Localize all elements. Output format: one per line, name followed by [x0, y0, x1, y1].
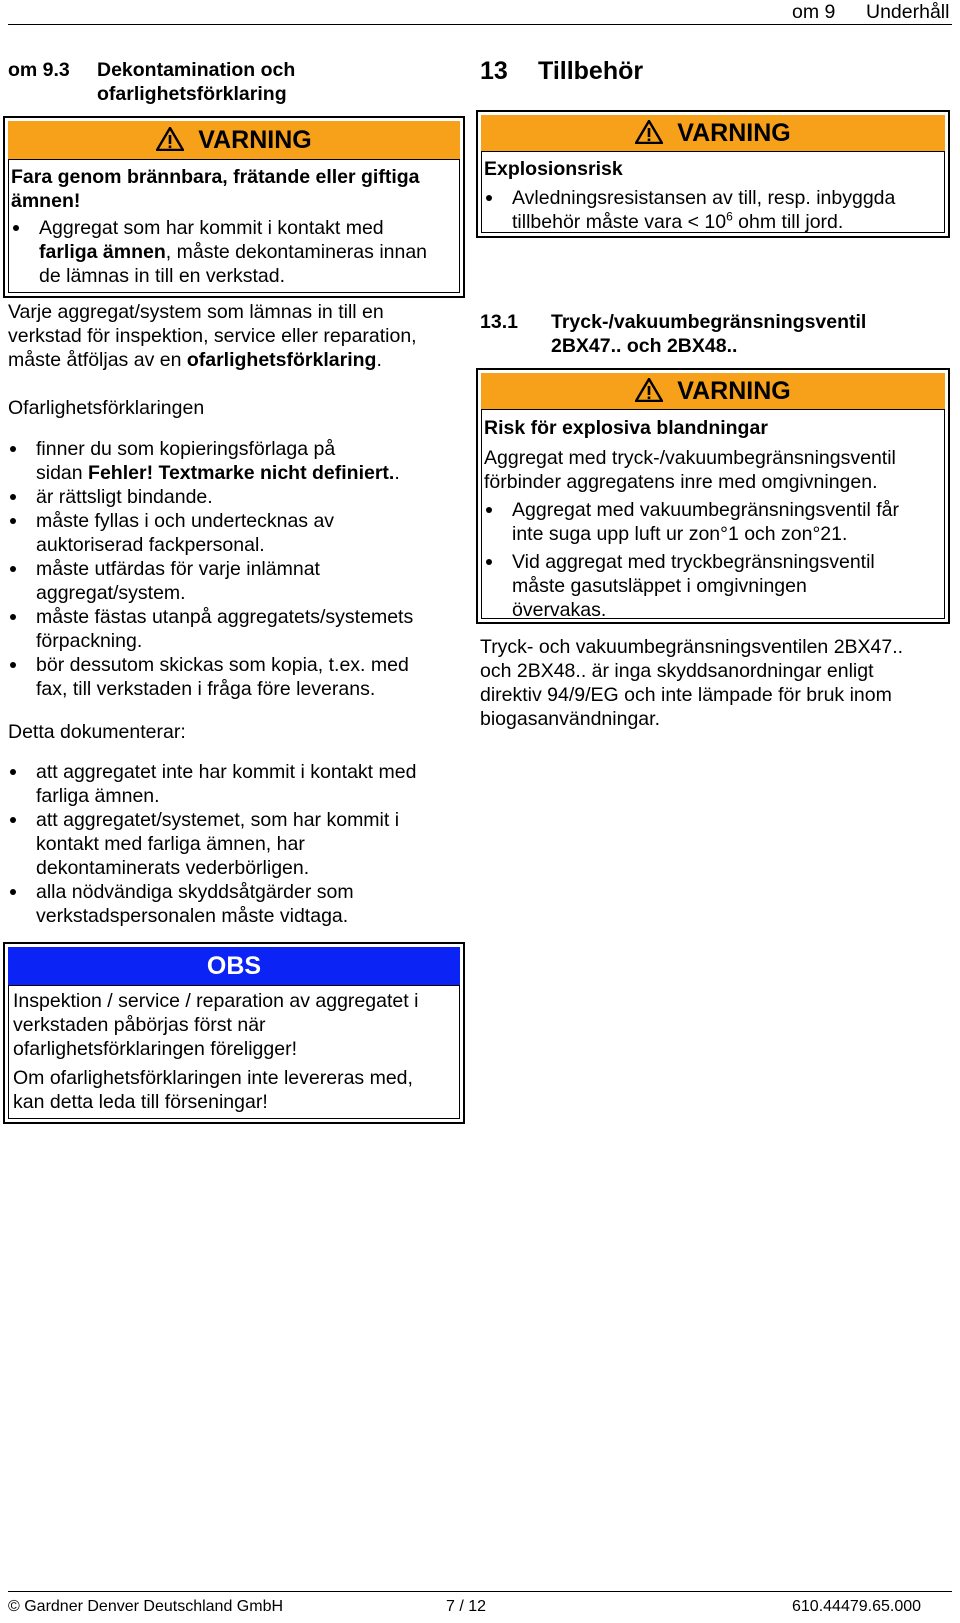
paragraph-line: direktiv 94/9/EG och inte lämpade för bruk inom: [480, 684, 892, 706]
warning-triangle-icon: [635, 378, 663, 402]
paragraph-intro: Ofarlighetsförklaringen: [8, 397, 205, 419]
footer-document-number: 610.44479.65.000: [792, 1598, 922, 1615]
warning-box-mixtures: [476, 368, 950, 624]
warning-title: VARNING: [677, 119, 791, 147]
list-item: måste utfärdas för varje inlämnat aggregat/system.: [8, 557, 463, 605]
section-title-line2: ofarlighetsförklaring: [97, 83, 287, 105]
obs-header: OBS: [8, 947, 460, 986]
warning-bold-line2: ämnen!: [11, 190, 81, 212]
warning-triangle-icon: [635, 120, 663, 144]
warning-triangle-icon: [156, 127, 184, 151]
obs-line: Om ofarlighetsförklaringen inte levereras med,: [13, 1067, 413, 1089]
warning-text-line: förbinder aggregatens inre med omgivningen.: [484, 471, 878, 493]
obs-line: verkstaden påbörjas först när: [13, 1014, 266, 1036]
chapter-title: Tillbehör: [538, 57, 644, 85]
subsection-title-line2: 2BX47.. och 2BX48..: [551, 335, 738, 357]
declaration-list: [8, 437, 463, 701]
list-item: är rättsligt bindande.: [8, 485, 463, 509]
warning-box-hazardous: [3, 116, 465, 298]
paragraph-intro: Detta dokumenterar:: [8, 721, 186, 743]
list-item: att aggregatet inte har kommit i kontakt med farliga ämnen.: [8, 760, 463, 808]
section-number: om 9.3: [8, 59, 70, 81]
header-chapter: om 9: [792, 1, 836, 23]
footer-rule: [8, 1591, 952, 1592]
paragraph-line: Tryck- och vakuumbegränsningsventilen 2BX47..: [480, 636, 904, 658]
warning-bold: Risk för explosiva blandningar: [484, 417, 768, 439]
chapter-number: 13: [480, 57, 508, 85]
warning-bullet: Avledningsresistansen av till, resp. inbyggda tillbehör måste vara < $10^6$ ohm till jord.: [484, 186, 944, 234]
obs-line: kan detta leda till förseningar!: [13, 1091, 268, 1113]
warning-box-explosion: [476, 110, 950, 238]
list-item: finner du som kopieringsförlaga på sidan Fehler! Textmarke nicht definiert..: [8, 437, 463, 485]
warning-bold: Explosionsrisk: [484, 158, 623, 180]
header-section: Underhåll: [866, 1, 950, 23]
section-title-line1: Dekontamination och: [97, 59, 296, 81]
warning-title: VARNING: [198, 126, 312, 154]
obs-box: [3, 942, 465, 1124]
paragraph-line: måste åtföljas av en ofarlighetsförklaring.: [8, 349, 382, 371]
warning-bold-line1: Fara genom brännbara, frätande eller giftiga: [11, 166, 420, 188]
warning-bullet: Aggregat med vakuumbegränsningsventil får inte suga upp luft ur zon°1 och zon°21.: [484, 498, 944, 546]
obs-line: ofarlighetsförklaringen föreligger!: [13, 1038, 297, 1060]
documentation-list: [8, 760, 463, 928]
paragraph-line: och 2BX48.. är inga skyddsanordningar enligt: [480, 660, 874, 682]
warning-header: [8, 121, 460, 160]
list-item: att aggregatet/systemet, som har kommit i kontakt med farliga ämnen, har dekontaminerats vederbörligen.: [8, 808, 463, 880]
list-item: måste fyllas i och undertecknas av auktoriserad fackpersonal.: [8, 509, 463, 557]
paragraph-line: verkstad för inspektion, service eller reparation,: [8, 325, 417, 347]
footer-page-number: 7 / 12: [446, 1598, 487, 1615]
paragraph-line: biogasanvändningar.: [480, 708, 660, 730]
warning-header: [481, 115, 945, 152]
paragraph-line: Varje aggregat/system som lämnas in till en: [8, 301, 384, 323]
list-item: måste fästas utanpå aggregatets/systemets förpackning.: [8, 605, 463, 653]
warning-bullet: Aggregat som har kommit i kontakt med farliga ämnen, måste dekontamineras innan de lämnas in till en verkstad.: [11, 216, 461, 288]
warning-text-line: Aggregat med tryck-/vakuumbegränsningsventil: [484, 447, 896, 469]
warning-bullet: Vid aggregat med tryckbegränsningsventil måste gasutsläppet i omgivningen övervakas.: [484, 550, 944, 622]
list-item: alla nödvändiga skyddsåtgärder som verkstadspersonalen måste vidtaga.: [8, 880, 463, 928]
warning-header: [481, 373, 945, 410]
subsection-title-line1: Tryck-/vakuumbegränsningsventil: [551, 311, 867, 333]
obs-line: Inspektion / service / reparation av aggregatet i: [13, 990, 419, 1012]
header-rule: [8, 24, 952, 25]
subsection-number: 13.1: [480, 311, 518, 333]
footer-copyright: © Gardner Denver Deutschland GmbH: [8, 1598, 284, 1615]
list-item: bör dessutom skickas som kopia, t.ex. med fax, till verkstaden i fråga före leverans.: [8, 653, 463, 701]
warning-title: VARNING: [677, 377, 791, 405]
